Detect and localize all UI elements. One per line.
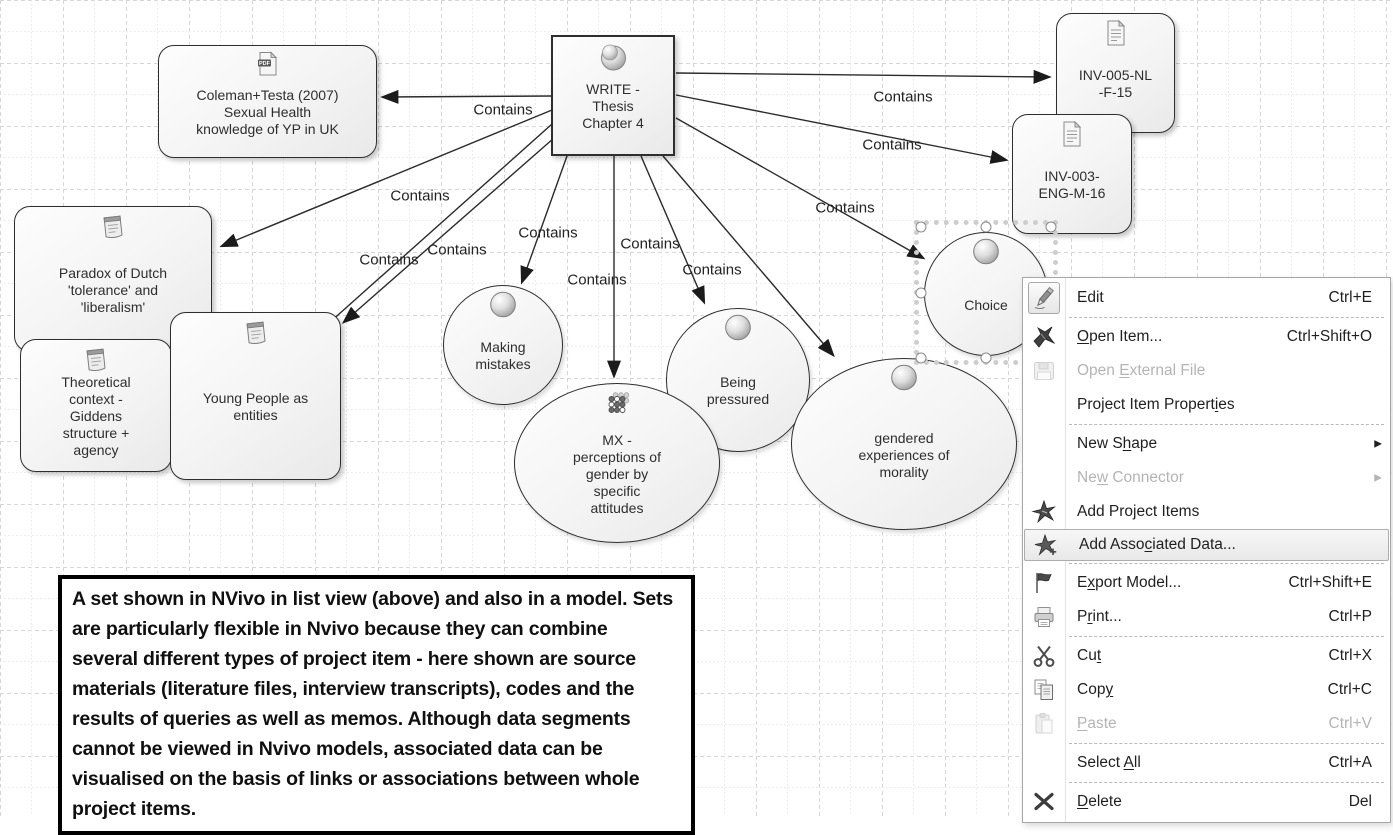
model-node-theoretical-context-giddens[interactable] <box>20 339 172 472</box>
menu-item-label: Print... <box>1077 608 1122 625</box>
sphere-icon <box>490 291 517 318</box>
menu-item-shortcut: Ctrl+A <box>1328 754 1372 771</box>
node-label: Being pressured <box>706 374 770 407</box>
menu-item-label: Paste <box>1077 715 1117 732</box>
menu-item-label: Open External File <box>1077 362 1206 379</box>
document-icon <box>1104 19 1128 47</box>
menu-item-add-project-items[interactable] <box>1023 495 1390 529</box>
menu-item-shortcut: Ctrl+Shift+O <box>1286 328 1372 345</box>
edge-label-contains: Contains <box>390 187 450 205</box>
model-node-making-mistakes[interactable] <box>443 285 563 405</box>
edge-label-contains: Contains <box>427 241 487 259</box>
edge-label-contains: Contains <box>518 224 578 242</box>
edge-label-contains: Contains <box>620 235 680 253</box>
submenu-arrow-icon: ▶ <box>1374 438 1382 450</box>
menu-item-export-model[interactable] <box>1023 566 1390 600</box>
edge-label-contains: Contains <box>815 199 875 217</box>
matrix-icon <box>604 389 631 416</box>
node-label: MX - perceptions of gender by specific attitudes <box>573 431 661 516</box>
menu-separator <box>1069 743 1384 744</box>
menu-item-label: Add Associated Data... <box>1079 536 1236 553</box>
node-label: WRITE - Thesis Chapter 4 <box>582 81 644 131</box>
model-node-write-thesis-chapter-4[interactable] <box>551 35 675 156</box>
menu-item-copy[interactable] <box>1023 673 1390 707</box>
model-node-inv-003-eng-m-16[interactable] <box>1012 114 1132 234</box>
memo-icon <box>82 345 110 373</box>
star-icon <box>1023 499 1065 525</box>
menu-item-label: Copy <box>1077 681 1114 698</box>
memo-icon <box>242 318 270 346</box>
node-label: gendered experiences of morality <box>858 429 950 480</box>
edge-label-contains: Contains <box>567 271 627 289</box>
menu-item-open-item[interactable] <box>1023 320 1390 354</box>
floppy-icon <box>1023 358 1065 384</box>
flag-icon <box>1023 570 1065 596</box>
caption-box <box>58 575 695 835</box>
selection-handle[interactable] <box>916 222 927 233</box>
paste-icon <box>1023 711 1065 737</box>
model-node-gendered-experiences-of-morality[interactable] <box>791 358 1017 530</box>
star-plus-icon <box>1025 532 1067 558</box>
scissors-icon <box>1023 643 1065 669</box>
menu-item-shortcut: Ctrl+C <box>1327 681 1372 698</box>
menu-item-label: Delete <box>1077 793 1122 810</box>
menu-item-shortcut: Ctrl+X <box>1328 647 1372 664</box>
selection-handle[interactable] <box>916 287 927 298</box>
menu-item-cut[interactable] <box>1023 639 1390 673</box>
menu-item-shortcut: Ctrl+E <box>1328 289 1372 306</box>
menu-item-add-associated-data[interactable] <box>1024 529 1389 561</box>
model-node-coleman-testa-2007[interactable] <box>158 45 377 158</box>
menu-item-shortcut: Ctrl+Shift+E <box>1288 574 1372 591</box>
node-label: Paradox of Dutch 'tolerance' and 'liberalism' <box>58 264 168 315</box>
node-label: INV-003- ENG-M-16 <box>1038 168 1106 201</box>
caption-text: A set shown in NVivo in list view (above) and also in a model. Sets are particularly flexible in Nvivo because they can combine several different types of project item - here shown are source materials (literature files, interview transcripts), codes and the results of queries as well as memos. Although data segments cannot be viewed in Nvivo models, associated data can be visualised on the basis of links or associations between whole project items. <box>72 588 673 820</box>
menu-item-label: Add Project Items <box>1077 503 1200 520</box>
menu-item-open-external-file <box>1023 354 1390 388</box>
edge-label-contains: Contains <box>473 101 533 119</box>
node-label: Young People as entities <box>202 390 309 423</box>
menu-item-shortcut: Ctrl+P <box>1328 608 1372 625</box>
menu-item-delete[interactable] <box>1023 785 1390 819</box>
selection-handle[interactable] <box>1046 222 1057 233</box>
model-icon <box>598 42 629 72</box>
menu-separator <box>1069 636 1384 637</box>
menu-item-label: Project Item Properties <box>1077 396 1235 413</box>
menu-item-select-all[interactable] <box>1023 746 1390 780</box>
model-node-young-people-as-entities[interactable] <box>170 312 341 480</box>
menu-separator <box>1069 317 1384 318</box>
selection-handle[interactable] <box>916 353 927 364</box>
context-menu <box>1022 277 1391 823</box>
selection-handle[interactable] <box>981 353 992 364</box>
menu-item-new-connector <box>1023 461 1390 495</box>
memo-icon <box>99 212 127 240</box>
menu-item-new-shape[interactable] <box>1023 427 1390 461</box>
sphere-icon <box>725 314 752 341</box>
node-label: INV-005-NL -F-15 <box>1078 67 1153 100</box>
copy-icon <box>1023 677 1065 703</box>
menu-item-project-item-properties[interactable] <box>1023 388 1390 422</box>
model-node-mx-perceptions-of-gender[interactable] <box>514 383 720 543</box>
selection-handle[interactable] <box>981 222 992 233</box>
sphere-icon <box>891 364 918 391</box>
menu-item-edit[interactable] <box>1023 281 1390 315</box>
menu-separator <box>1069 563 1384 564</box>
node-label: Making mistakes <box>475 339 531 372</box>
edge-label-contains: Contains <box>682 261 742 279</box>
menu-item-label: Edit <box>1077 289 1104 306</box>
document-icon <box>1060 120 1084 148</box>
menu-separator <box>1069 782 1384 783</box>
node-label: Theoretical context - Giddens structure + agency <box>61 374 131 458</box>
pencil-icon <box>1023 282 1065 314</box>
edge-label-contains: Contains <box>873 88 933 106</box>
node-label: Coleman+Testa (2007) Sexual Health knowledge of YP in UK <box>196 87 339 137</box>
submenu-arrow-icon: ▶ <box>1374 472 1382 484</box>
menu-item-print[interactable] <box>1023 600 1390 634</box>
node-label: Choice <box>964 296 1008 313</box>
pin-icon <box>1023 324 1065 350</box>
pdf-document-icon <box>255 51 281 77</box>
menu-item-label: Export Model... <box>1077 574 1182 591</box>
menu-item-label: New Connector <box>1077 469 1184 486</box>
menu-separator <box>1069 424 1384 425</box>
delete-icon <box>1023 789 1065 815</box>
menu-item-paste <box>1023 707 1390 741</box>
svg-text:PDF: PDF <box>258 60 270 67</box>
menu-item-shortcut: Ctrl+V <box>1328 715 1372 732</box>
menu-item-label: Cut <box>1077 647 1102 664</box>
edge-label-contains: Contains <box>862 136 922 154</box>
printer-icon <box>1023 604 1065 630</box>
menu-item-label: Select All <box>1077 754 1141 771</box>
edge-label-contains: Contains <box>359 251 419 269</box>
menu-item-label: New Shape <box>1077 435 1158 452</box>
menu-item-label: Open Item... <box>1077 328 1163 345</box>
icon-frame <box>1028 282 1060 314</box>
menu-item-shortcut: Del <box>1348 793 1372 810</box>
